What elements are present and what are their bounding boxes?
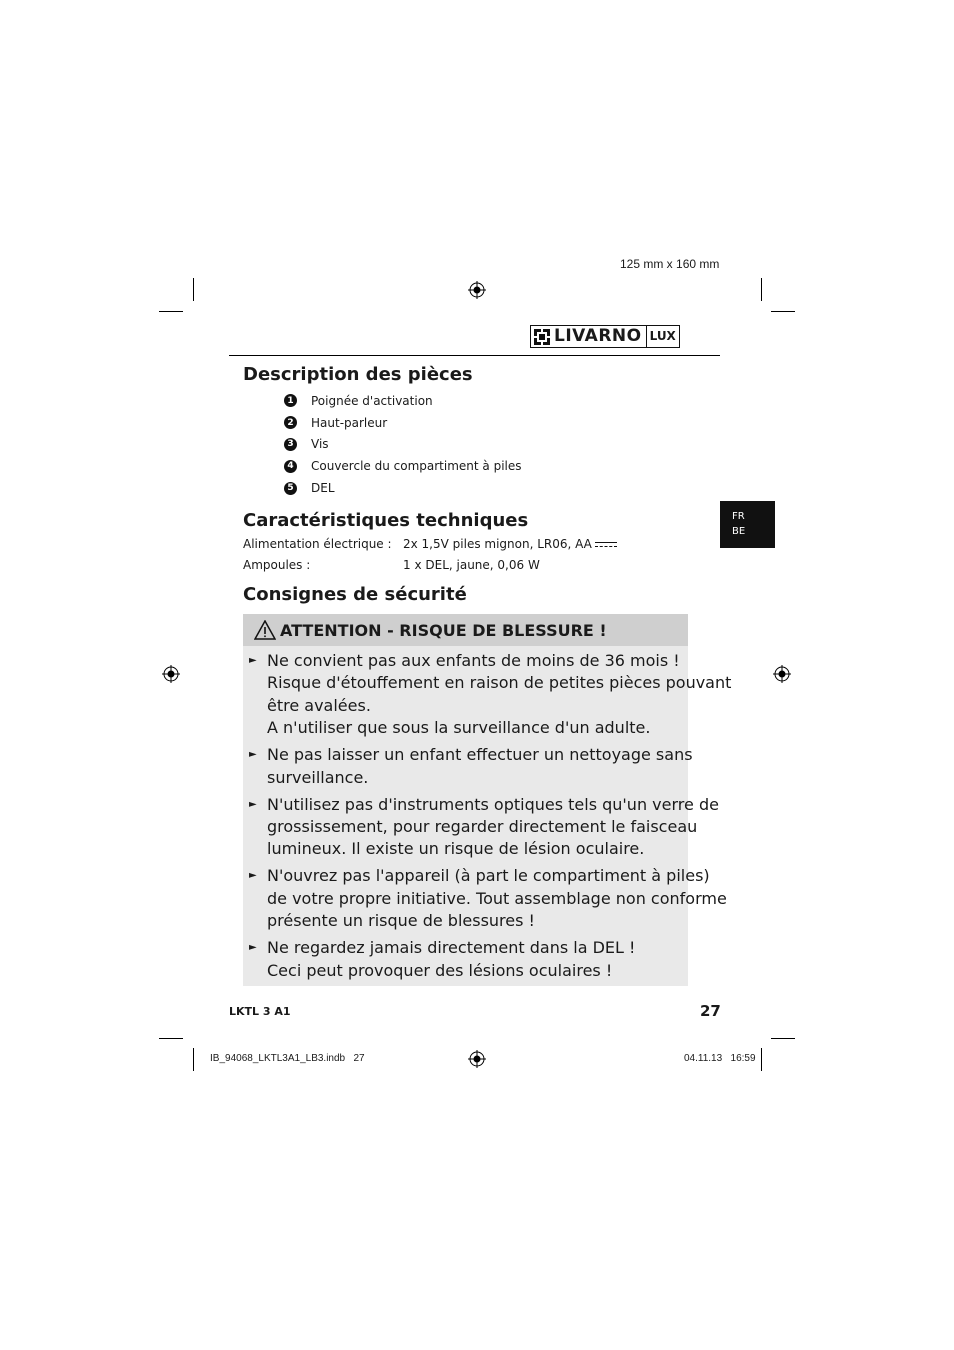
- part-label: DEL: [311, 481, 335, 496]
- trim-size-label: 125 mm x 160 mm: [620, 257, 720, 271]
- bullet-arrow-icon: ►: [249, 655, 257, 666]
- parts-heading: Description des pièces: [243, 364, 473, 385]
- item-number: 1: [284, 394, 297, 407]
- spec-label: Ampoules :: [243, 558, 311, 572]
- list-item: [284, 455, 522, 477]
- header-rule: [229, 355, 720, 356]
- list-item: [243, 865, 727, 932]
- safety-text: être avalées.: [267, 695, 371, 715]
- safety-text: grossissement, pour regarder directement le faisceau: [267, 817, 698, 837]
- safety-text: Risque d'étouffement en raison de petites pièces pouvant: [267, 673, 732, 693]
- bullet-arrow-icon: ►: [249, 749, 257, 761]
- spec-value: 1 x DEL, jaune, 0,06 W: [403, 558, 540, 572]
- safety-text: Ceci peut provoquer des lésions oculaires !: [267, 960, 613, 980]
- spec-value: 2x 1,5V piles mignon, LR06, AA: [403, 537, 592, 551]
- warning-header: [243, 614, 688, 646]
- crop-mark: [761, 1048, 762, 1071]
- safety-text: A n'utiliser que sous la surveillance d'un adulte.: [267, 718, 651, 738]
- crop-mark: [159, 1038, 183, 1039]
- list-item: [284, 412, 522, 434]
- safety-text: Ne regardez jamais directement dans la DEL !: [267, 938, 636, 958]
- list-item: [243, 744, 693, 789]
- logo-mark-icon: [534, 329, 550, 345]
- crop-mark: [761, 278, 762, 301]
- spec-label: Alimentation électrique :: [243, 537, 392, 551]
- list-item: [243, 794, 719, 861]
- parts-list: [284, 390, 522, 499]
- page-number: 27: [700, 1002, 721, 1020]
- safety-text: Ne pas laisser un enfant effectuer un nettoyage sans: [267, 745, 693, 765]
- crop-mark: [193, 278, 194, 301]
- registration-mark-icon: [773, 665, 791, 683]
- list-item: [284, 390, 522, 412]
- model-number: LKTL 3 A1: [229, 1005, 291, 1018]
- livarno-lux-logo: [530, 325, 680, 349]
- list-item: [243, 650, 732, 740]
- crop-mark: [771, 311, 795, 312]
- registration-mark-icon: [468, 1050, 486, 1068]
- item-number: 4: [284, 460, 297, 473]
- warning-triangle-icon: [254, 620, 276, 640]
- item-number: 2: [284, 416, 297, 429]
- part-label: Couvercle du compartiment à piles: [311, 459, 522, 474]
- list-item: [243, 937, 688, 982]
- item-number: 3: [284, 438, 297, 451]
- crop-mark: [771, 1038, 795, 1039]
- language-tab: [720, 501, 775, 548]
- slug-date: 04.11.13 16:59: [684, 1053, 756, 1064]
- safety-text: N'utilisez pas d'instruments optiques tels qu'un verre de: [267, 794, 719, 814]
- specs-heading: Caractéristiques techniques: [243, 510, 529, 531]
- safety-text: N'ouvrez pas l'appareil (à part le compartiment à piles): [267, 866, 710, 886]
- safety-text: de votre propre initiative. Tout assemblage non conforme: [267, 888, 727, 908]
- country-code: BE: [732, 526, 746, 537]
- logo-text: LIVARNO: [554, 326, 642, 346]
- crop-mark: [159, 311, 183, 312]
- list-item: [284, 434, 522, 456]
- registration-mark-icon: [468, 281, 486, 299]
- safety-text: présente un risque de blessures !: [267, 911, 535, 931]
- part-label: Vis: [311, 437, 329, 452]
- direct-current-icon: [595, 541, 617, 549]
- bullet-arrow-icon: ►: [249, 798, 257, 810]
- safety-text: Ne convient pas aux enfants de moins de 36 mois !: [267, 651, 680, 670]
- safety-text: surveillance.: [267, 767, 369, 787]
- bullet-arrow-icon: ►: [249, 942, 257, 954]
- safety-heading: Consignes de sécurité: [243, 584, 467, 605]
- warning-title: ATTENTION - RISQUE DE BLESSURE !: [280, 620, 607, 640]
- crop-mark: [193, 1048, 194, 1071]
- bullet-arrow-icon: ►: [249, 870, 257, 882]
- part-label: Haut-parleur: [311, 415, 388, 430]
- part-label: Poignée d'activation: [311, 393, 433, 408]
- logo-suffix: LUX: [647, 325, 680, 348]
- safety-text: lumineux. Il existe un risque de lésion oculaire.: [267, 839, 645, 859]
- registration-mark-icon: [162, 665, 180, 683]
- slug-file: IB_94068_LKTL3A1_LB3.indb 27: [210, 1053, 365, 1064]
- language-code: FR: [732, 511, 745, 522]
- list-item: [284, 477, 522, 499]
- item-number: 5: [284, 482, 297, 495]
- safety-list: [243, 650, 732, 987]
